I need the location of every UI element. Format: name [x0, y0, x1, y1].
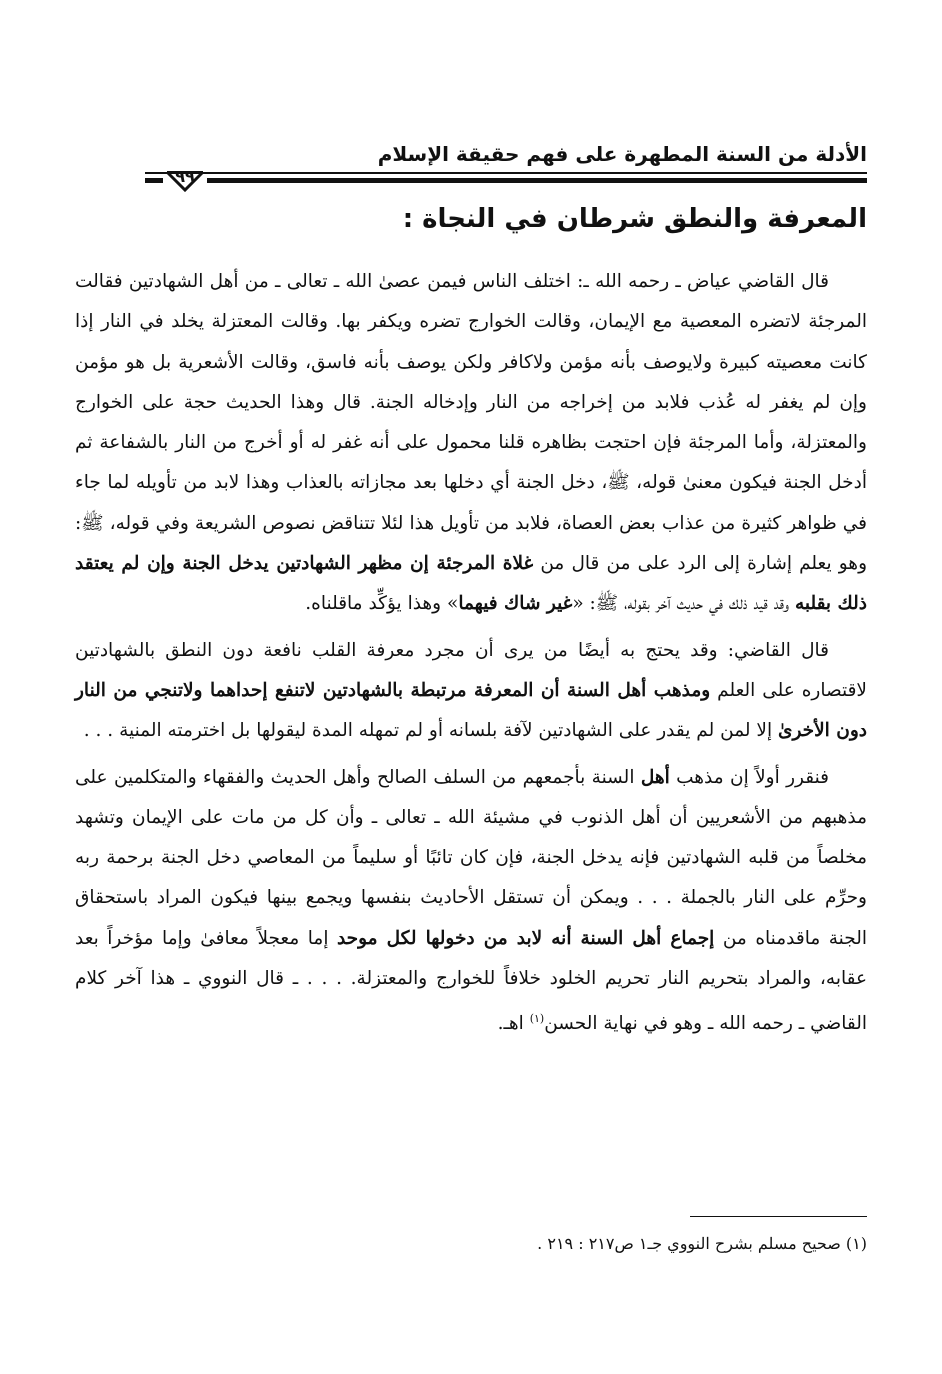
text-segment: السنة بأجمعهم من السلف الصالح وأهل الحديث والفقهاء والمتكلمين على مذهبهم من الأشعريين أن أهل الذنوب في مشيئة الله ـ تعالى ـ وأن كل من مات على الإيمان وتشهد مخلصاً من قلبه الشهادتين فإنه يدخل الجنة، فإن كان تائبًا أو سليماً من المعاصي دخل الجنة برحمة ربه وحرِّم على النار بالجملة . . . ويمكن أن تستقل الأحاديث بنفسها ويجمع بينها فيكون المراد باستحقاق الجنة ماقدمناه من	[75, 766, 867, 949]
footnote: (١) صحيح مسلم بشرح النووي جـ١ ص٢١٧ : ٢١٩ .	[537, 1234, 867, 1253]
running-title: الأدلة من السنة المطهرة على فهم حقيقة الإسلام	[377, 142, 867, 166]
bold-segment: ومذهب أهل السنة أن المعرفة مرتبطة بالشهادتين لاتنفع إحداهما ولاتنجي من النار دون الأخرىٰ	[75, 679, 867, 742]
page-number-badge	[165, 164, 205, 192]
section-heading: المعرفة والنطق شرطان في النجاة :	[402, 204, 867, 234]
text-segment: » وهذا يؤكِّد ماقلناه.	[305, 593, 459, 615]
bold-segment: غلاة المرجئة إن مظهر الشهادتين يدخل الجنة وإن لم يعتقد ذلك بقلبه	[75, 553, 867, 615]
bold-segment: أهل	[640, 766, 670, 788]
header-rule-thick	[207, 178, 867, 183]
paragraph-1	[75, 262, 867, 625]
text-segment: إلا لمن لم يقدر على الشهادتين لآفة بلسانه أو لم تمهله المدة ليقولها بل اخترمته المنية . . .	[83, 720, 778, 742]
body-text	[75, 262, 867, 1045]
page-number: ٩٩	[175, 167, 195, 186]
bold-segment: غير شاك فيهما	[458, 593, 573, 615]
text-segment: وقد قيد ذلك في حديث آخر بقوله، ﷺ: «	[572, 593, 795, 615]
header-rule-thin	[145, 172, 867, 174]
paragraph-3	[75, 758, 867, 1045]
page-header	[145, 136, 867, 198]
paragraph-2	[75, 631, 867, 752]
text-segment: اهـ.	[497, 1013, 530, 1035]
footnote-rule	[690, 1216, 867, 1217]
bold-segment: إجماع أهل السنة أنه لابد من دخولها لكل موحد	[336, 927, 715, 949]
text-segment: إما معجلاً معافىٰ وإما مؤخراً بعد عقابه، والمراد بتحريم النار تحريم الخلود خلافاً للخوارج والمعتزلة. . . . ـ قال النووي ـ هذا آخر كلام القاضي ـ رحمه الله ـ وهو في نهاية الحسن	[75, 927, 867, 1035]
text-segment: فنقرر أولاً إن مذهب	[669, 766, 830, 788]
header-rule-left	[145, 178, 163, 183]
text-segment: قال القاضي: وقد يحتج به أيضًا من يرى أن مجرد معرفة القلب نافعة دون النطق بالشهادتين لاقتصاره على العلم	[75, 639, 867, 701]
text-segment: قال القاضي عياض ـ رحمه الله ـ: اختلف الناس فيمن عصىٰ الله ـ تعالى ـ من أهل الشهادتين فقالت المرجئة لاتضره المعصية مع الإيمان، وقالت الخوارج تضره ويكفر بها. وقالت المعتزلة يخلد في النار إذا كانت معصيته كبيرة ولايوصف بأنه مؤمن ولاكافر ولكن يوصف بأنه فاسق، وقالت الأشعرية بل هو مؤمن وإن لم يغفر له عُذب فلابد من إخراجه من النار وإدخاله الجنة. قال وهذا الحديث حجة على الخوارج والمعتزلة، وأما المرجئة فإن احتجت بظاهره قلنا محمول على أنه غفر له أو أخرج من النار بالشفاعة ثم أدخل الجنة فيكون معنىٰ قوله، ﷺ، دخل الجنة أي دخلها بعد مجازاته بالعذاب وهذا لابد من تأويله لما جاء في ظواهر كثيرة من عذاب بعض العصاة، فلابد من تأويل هذا لئلا تتناقض نصوص الشريعة وفي قوله، ﷺ: وهو يعلم إشارة إلى الرد على من قال من	[75, 271, 868, 575]
footnote-marker: (١)	[529, 1012, 545, 1026]
